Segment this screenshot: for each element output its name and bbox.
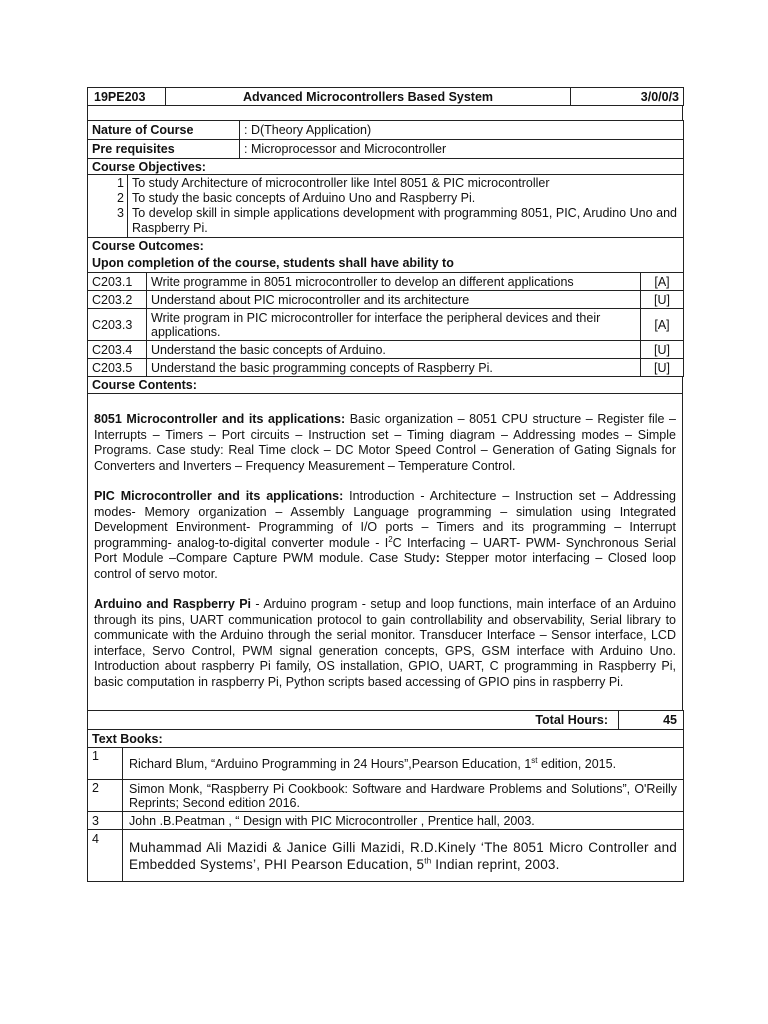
textbook-text: Muhammad Ali Mazidi & Janice Gilli Mazidi, R.D.Kinely ‘The 8051 Micro Controller and Embedded Systems’, PHI Pearson Education, 5 [129, 839, 677, 872]
unit-text: C Interfacing – UART- PWM- Synchronous Serial Port Module –Compare Capture PWM module. Case Study [94, 535, 676, 565]
objective-number: 1 [117, 176, 124, 190]
nature-label: Nature of Course [88, 121, 240, 140]
contents-body [88, 394, 683, 711]
textbook-entry [123, 748, 684, 780]
unit-text-colon: : [435, 551, 440, 565]
outcomes-heading [88, 238, 684, 273]
unit-title: Arduino and Raspberry Pi [94, 597, 252, 611]
unit-title: 8051 Microcontroller and its applications: [94, 412, 346, 426]
outcome-code: C203.3 [88, 309, 147, 341]
textbook-text: edition, 2015. [537, 756, 617, 771]
objective-number: 2 [117, 191, 124, 205]
textbook-text: Simon Monk, “Raspberry Pi Cookbook: Software and Hardware Problems and Solutions”, O'Reilly Reprints; Second edition 2016. [129, 781, 677, 810]
contents-heading: Course Contents: [88, 377, 683, 394]
total-hours-value: 45 [619, 711, 684, 730]
outcome-level: [U] [641, 341, 684, 359]
objective-text: To study Architecture of microcontroller like Intel 8051 & PIC microcontroller [132, 176, 550, 190]
contents-table [87, 376, 683, 711]
outcomes-subheading: Upon completion of the course, students shall have ability to [92, 256, 454, 270]
outcome-text: Write program in PIC microcontroller for interface the peripheral devices and their applications. [147, 309, 641, 341]
course-header-table [87, 87, 684, 106]
outcome-text: Understand the basic concepts of Arduino. [147, 341, 641, 359]
textbook-sup: th [424, 856, 432, 865]
prereq-label: Pre requisites [88, 140, 240, 159]
outcomes-title: Course Outcomes: [92, 239, 204, 253]
course-title: Advanced Microcontrollers Based System [166, 88, 571, 106]
unit-arduino [94, 597, 676, 690]
objectives-heading: Course Objectives: [88, 159, 684, 175]
outcome-level: [U] [641, 359, 684, 377]
outcome-text: Understand about PIC microcontroller and its architecture [147, 291, 641, 309]
unit-text: Stepper motor interfacing – Closed loop control of servo motor. [94, 551, 676, 581]
outcome-code: C203.1 [88, 273, 147, 291]
nature-value: : D(Theory Application) [240, 121, 684, 140]
prereq-value: : Microprocessor and Microcontroller [240, 140, 684, 159]
textbook-text: Richard Blum, “Arduino Programming in 24 Hours”,Pearson Education, 1 [129, 756, 532, 771]
textbooks-table [87, 729, 684, 882]
course-credits: 3/0/0/3 [571, 88, 684, 106]
textbook-entry [123, 830, 684, 882]
course-code: 19PE203 [88, 88, 166, 106]
unit-text: Basic organization – 8051 CPU structure – Register file – Interrupts – Timers – Port circuits – Instruction set – Timing diagram – Addressing modes – Simple Programs. Case study: Real Time clock – DC Motor Speed Control – Generation of Gating Signals for Converters and Inverters – Frequency Measurement – Temperature Control. [94, 412, 676, 473]
total-hours-label: Total Hours: [88, 711, 619, 730]
objective-text: To study the basic concepts of Arduino Uno and Raspberry Pi. [132, 191, 476, 205]
textbook-number: 4 [88, 830, 123, 882]
spacer-row [87, 105, 683, 121]
unit-title: PIC Microcontroller and its applications: [94, 489, 344, 503]
outcome-code: C203.5 [88, 359, 147, 377]
outcome-code: C203.2 [88, 291, 147, 309]
unit-pic [94, 489, 676, 582]
objectives-table [87, 158, 684, 238]
objective-texts [128, 175, 684, 238]
textbooks-heading: Text Books: [88, 730, 684, 748]
objective-numbers [88, 175, 128, 238]
outcome-level: [A] [641, 309, 684, 341]
syllabus-page [87, 87, 683, 882]
outcome-text: Write programme in 8051 microcontroller to develop an different applications [147, 273, 641, 291]
course-info-table [87, 120, 684, 159]
textbook-sup: st [531, 755, 538, 765]
objective-text: To develop skill in simple applications development with programming 8051, PIC, Arudino Uno and Raspberry Pi. [132, 206, 677, 235]
unit-text-superscript: 2 [388, 534, 393, 544]
objective-number: 3 [117, 206, 124, 220]
textbook-entry [123, 812, 684, 830]
outcome-level: [A] [641, 273, 684, 291]
textbook-text: John .B.Peatman , “ Design with PIC Microcontroller , Prentice hall, 2003. [129, 813, 535, 828]
outcome-code: C203.4 [88, 341, 147, 359]
outcome-text: Understand the basic programming concepts of Raspberry Pi. [147, 359, 641, 377]
outcomes-table [87, 237, 684, 377]
unit-8051 [94, 412, 676, 474]
unit-text: - Arduino program - setup and loop functions, main interface of an Arduino through its pins, UART communication protocol to gain controllability and observability, Serial library to communicate with the Arduino through the serial monitor. Transducer Interface – Sensor interface, LCD interface, Servo Control, PWM signal generation concepts, GPS, GSM interface with Arduino Uno. Introduction about raspberry Pi family, OS installation, GPIO, UART, C programming in Raspberry Pi, basic computation in raspberry Pi, Python scripts based accessing of GPIO pins in raspberry Pi. [94, 597, 676, 689]
total-hours-table [87, 710, 684, 730]
unit-text: Introduction - Architecture – Instruction set – Addressing modes- Memory organization – Assembly Language programming – simulation using Integrated Development Environment- Programming of I/O ports – Timers and its programming – Interrupt programming- analog-to-digital converter module - I [94, 489, 676, 550]
outcome-level: [U] [641, 291, 684, 309]
textbook-entry [123, 780, 684, 812]
textbook-number: 3 [88, 812, 123, 830]
textbook-number: 2 [88, 780, 123, 812]
textbook-number: 1 [88, 748, 123, 780]
textbook-text: Indian reprint, 2003. [431, 856, 560, 872]
